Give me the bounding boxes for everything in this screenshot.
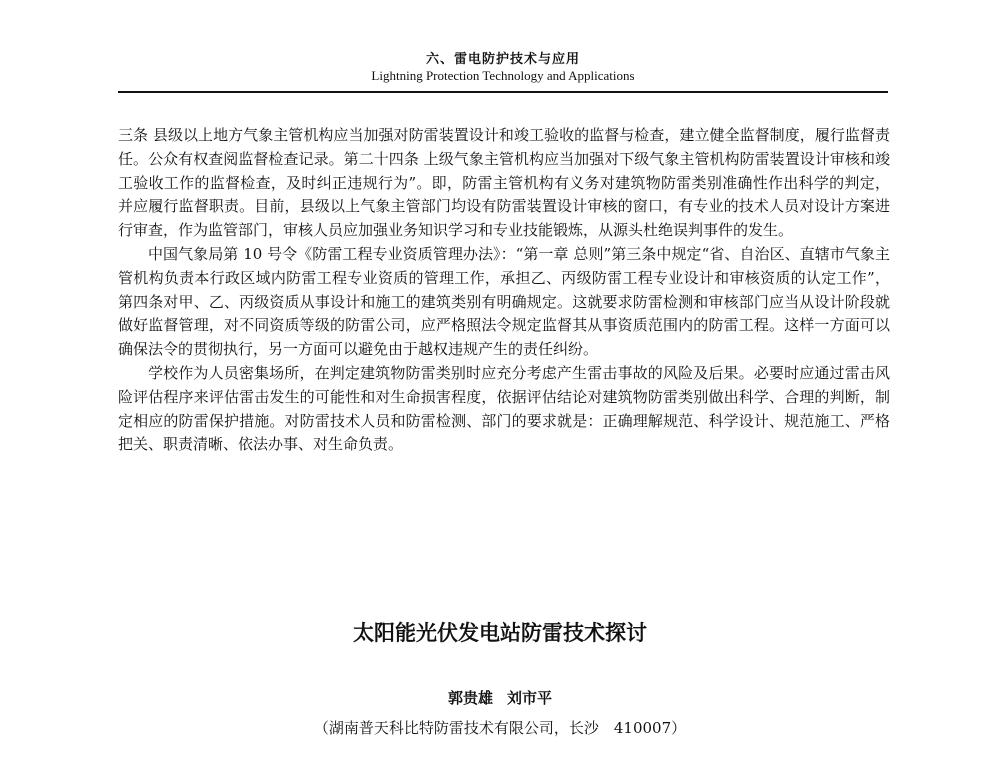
article-title: 太阳能光伏发电站防雷技术探讨 bbox=[353, 621, 647, 645]
author-affiliation: （湖南普天科比特防雷技术有限公司，长沙 410007） bbox=[313, 719, 687, 737]
author-name: 郭贵雄 bbox=[447, 689, 493, 707]
paragraph: 学校作为人员密集场所，在判定建筑物防雷类别时应充分考虑产生雷击事故的风险及后果。必要时应通过雷击风险评估程序来评估雷击发生的可能性和对生命损害程度，依据评估结论对建筑物防雷类别做出科学、合理的判断，制定相应的防雷保护措施。对防雷技术人员和防雷检测、部门的要求就是：正确理解规范、科学设计、规范施工、严格把关、职责清晰、依法办事、对生命负责。 bbox=[118, 363, 890, 454]
paragraph: 中国气象局第 10 号令《防雷工程专业资质管理办法》：“第一章 总则”第三条中规定“省、自治区、直辖市气象主管机构负责本行政区域内防雷工程专业资质的管理工作，承担乙、丙级防雷工程专业设计和审核资质的认定工作”，第四条对甲、乙、丙级资质从事设计和施工的建筑类别有明确规定。这就要求防雷检测和审核部门应当从设计阶段就做好监督管理，对不同资质等级的防雷公司，应严格照法令规定监督其从事资质范围内的防雷工程。这样一方面可以确保法令的贯彻执行，另一方面可以避免由于越权违规产生的责任纠纷。 bbox=[118, 244, 890, 359]
section-title-cn: 六、雷电防护技术与应用 bbox=[425, 52, 580, 67]
author-name: 刘市平 bbox=[507, 689, 553, 707]
paragraph-continued: 三条 县级以上地方气象主管机构应当加强对防雷装置设计和竣工验收的监督与检查，建立健全监督制度，履行监督责任。公众有权查阅监督检查记录。第二十四条 上级气象主管机构应当加强对下级气象主管机构防雷装置设计审核和竣工验收工作的监督检查，及时纠正违规行为”。即，防雷主管机构有义务对建筑物防雷类别准确性作出科学的判定，并应履行监督职责。目前，县级以上气象主管部门均设有防雷装置设计审核的窗口，有专业的技术人员对设计方案进行审查，作为监管部门，审核人员应加强业务知识学习和专业技能锻炼，从源头杜绝误判事件的发生。 bbox=[118, 126, 890, 240]
header-divider bbox=[118, 91, 888, 93]
section-title-en: Lightning Protection Technology and Applications bbox=[371, 68, 635, 83]
running-header bbox=[118, 52, 888, 84]
body-text bbox=[118, 124, 890, 457]
author-line bbox=[0, 688, 1000, 708]
